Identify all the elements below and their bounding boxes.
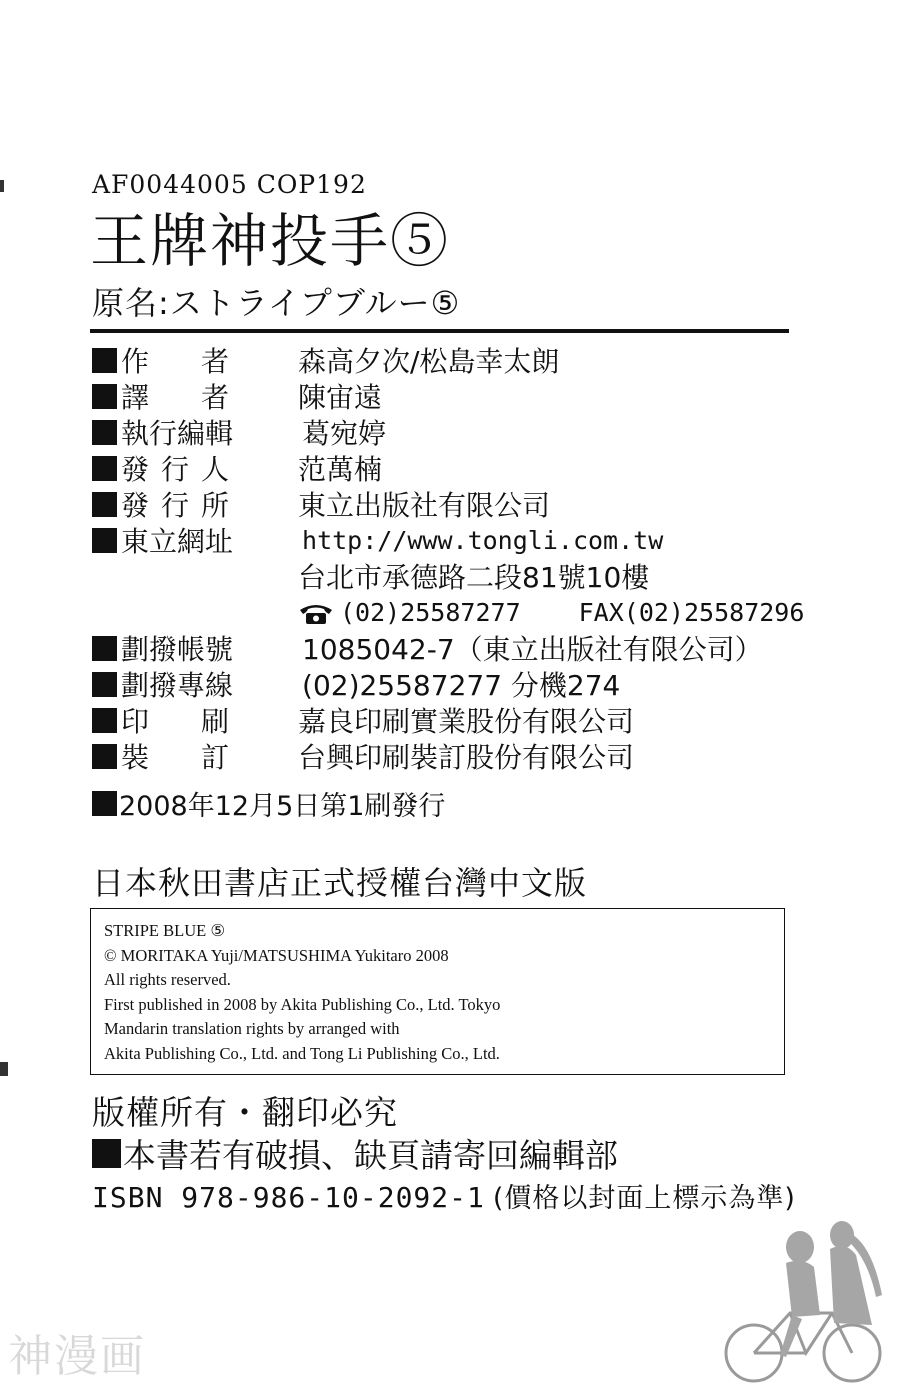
credits-block	[92, 342, 812, 774]
bullet-square	[92, 492, 117, 517]
scan-mark	[0, 180, 4, 192]
credit-row	[92, 378, 812, 414]
book-title: 王牌神投手⑤	[90, 207, 451, 275]
isbn-number: ISBN 978-986-10-2092-1	[92, 1181, 485, 1214]
credit-label-part: 者	[200, 381, 229, 414]
credit-label	[121, 412, 233, 452]
credit-label-part: 訂	[200, 741, 229, 774]
credit-label	[121, 520, 233, 560]
phone-number: (02)25587277	[340, 597, 521, 627]
bullet-square	[92, 420, 117, 445]
credit-row	[92, 630, 812, 666]
credit-label-part: 劃撥專線	[121, 669, 234, 702]
credit-row	[92, 450, 812, 486]
address-value: 台北市承德路二段81號10樓	[298, 561, 650, 594]
fax-number: FAX(02)25587296	[578, 597, 805, 627]
bullet-square	[92, 744, 117, 769]
credit-label-part: 劃撥帳號	[121, 633, 234, 666]
credit-row	[92, 666, 812, 702]
credit-value: 東立出版社有限公司	[298, 489, 551, 522]
credit-label	[121, 340, 229, 380]
phone-row	[92, 594, 812, 630]
credit-value: 嘉良印刷實業股份有限公司	[298, 705, 635, 738]
credit-label-part: 裝	[121, 741, 150, 774]
credit-label	[121, 484, 229, 524]
credit-value: 1085042-7（東立出版社有限公司）	[302, 633, 763, 666]
copyright-line: Mandarin translation rights by arranged with	[104, 1019, 400, 1038]
rights-reserved: 版權所有・翻印必究	[92, 1093, 398, 1132]
credit-label	[121, 628, 233, 668]
credit-label-part: 譯	[121, 381, 150, 414]
bullet-square	[92, 791, 117, 816]
credit-row	[92, 738, 812, 774]
bullet-square	[92, 456, 117, 481]
original-title: 原名:ストライプブルー⑤	[92, 284, 461, 322]
credit-value: 台興印刷裝訂股份有限公司	[298, 741, 635, 774]
credit-label-part: 發	[121, 453, 150, 486]
copyright-box	[90, 908, 785, 1075]
isbn-line	[92, 1176, 796, 1215]
bullet-square	[92, 1139, 121, 1168]
copyright-line: First published in 2008 by Akita Publishing Co., Ltd. Tokyo	[104, 994, 501, 1014]
credit-value: (02)25587277 分機274	[302, 669, 621, 702]
credit-label	[121, 736, 229, 776]
credit-label-part: 東立網址	[121, 525, 234, 558]
credit-row	[92, 522, 812, 558]
credit-value: http://www.tongli.com.tw	[302, 525, 664, 555]
credit-label	[121, 448, 229, 488]
title-divider	[90, 329, 789, 333]
watermark: 神漫画	[8, 1331, 146, 1382]
credit-label	[121, 376, 229, 416]
scan-mark	[0, 1062, 8, 1076]
authorization-line: 日本秋田書店正式授權台灣中文版	[92, 864, 588, 902]
credit-label-part: 刷	[200, 705, 229, 738]
copyright-line: © MORITAKA Yuji/MATSUSHIMA Yukitaro 2008	[104, 945, 449, 965]
credit-label-part: 者	[200, 345, 229, 378]
credit-label-part: 人	[200, 453, 229, 486]
credit-label-part: 行	[160, 489, 189, 522]
credit-label-part: 印	[121, 705, 150, 738]
phone-icon	[298, 600, 334, 624]
credit-label-part: 發	[121, 489, 150, 522]
credit-row	[92, 702, 812, 738]
copyright-line: Akita Publishing Co., Ltd. and Tong Li Publishing Co., Ltd.	[104, 1043, 500, 1063]
bicycle-silhouette-icon	[722, 1205, 892, 1385]
credit-label	[121, 700, 229, 740]
bullet-square	[92, 708, 117, 733]
print-date-text: 2008年12月5日第1刷發行	[119, 791, 446, 822]
bullet-square	[92, 348, 117, 373]
credit-value: 陳宙遠	[298, 381, 383, 414]
bullet-square	[92, 384, 117, 409]
credit-value: 森高夕次/松島幸太朗	[298, 345, 560, 378]
credit-row	[92, 414, 812, 450]
price-note: (價格以封面上標示為準)	[492, 1183, 796, 1214]
credit-label-part: 作	[121, 345, 150, 378]
credit-row	[92, 486, 812, 522]
address-row	[92, 558, 812, 594]
bullet-square	[92, 528, 117, 553]
bullet-square	[92, 672, 117, 697]
copyright-line: STRIPE BLUE ⑤	[104, 921, 226, 940]
credit-row	[92, 342, 812, 378]
damage-notice-text: 本書若有破損、缺頁請寄回編輯部	[123, 1136, 618, 1175]
copyright-line: All rights reserved.	[104, 970, 231, 989]
credit-label-part: 所	[200, 489, 229, 522]
credit-label-part: 執行編輯	[121, 417, 234, 450]
bullet-square	[92, 636, 117, 661]
credit-value: 葛宛婷	[302, 417, 387, 450]
credit-value: 范萬楠	[298, 453, 383, 486]
print-date	[92, 784, 445, 823]
credit-label	[121, 664, 233, 704]
product-code: AF0044005 COP192	[92, 170, 367, 199]
damage-notice	[92, 1130, 618, 1177]
credit-label-part: 行	[160, 453, 189, 486]
